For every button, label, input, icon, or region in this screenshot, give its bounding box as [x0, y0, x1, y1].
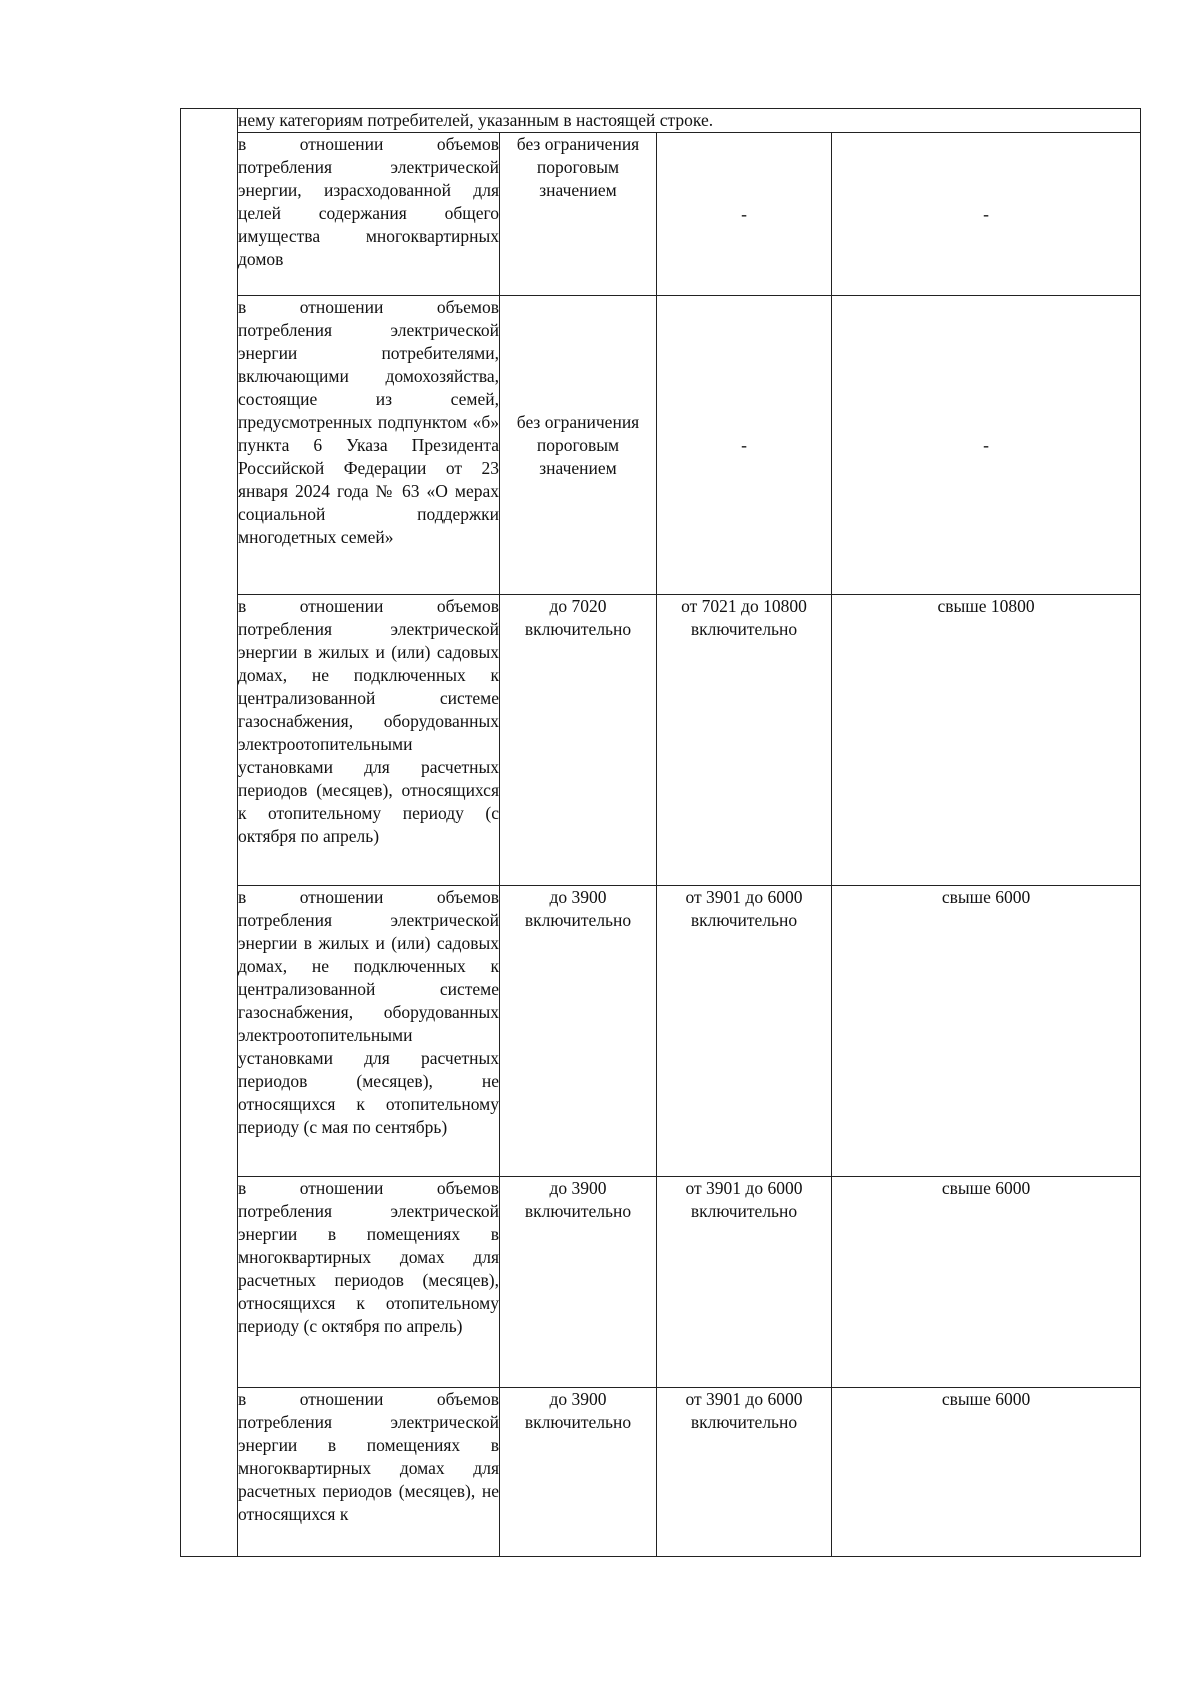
third-range-cell: свыше 6000 — [832, 1177, 1141, 1388]
table-row — [181, 1177, 1141, 1388]
second-range-cell: - — [657, 133, 832, 296]
consumption-category-cell: в отношении объемов потребления электрической энергии в помещениях в многоквартирных домах для расчетных периодов (месяцев), относящихся к отопительному периоду (с октября по апрель) — [238, 1177, 500, 1388]
first-range-cell: до 3900 включительно — [500, 1177, 657, 1388]
row-number-cell — [181, 109, 238, 1557]
tariff-table — [180, 108, 1141, 1557]
second-range-cell: от 3901 до 6000 включительно — [657, 1177, 832, 1388]
table-row — [181, 595, 1141, 886]
second-range-cell: от 3901 до 6000 включительно — [657, 1388, 832, 1557]
first-range-cell: без ограничения пороговым значением — [500, 133, 657, 296]
first-range-cell: до 7020 включительно — [500, 595, 657, 886]
third-range-cell: свыше 6000 — [832, 886, 1141, 1177]
first-range-cell: до 3900 включительно — [500, 886, 657, 1177]
first-range-cell: до 3900 включительно — [500, 1388, 657, 1557]
table-row — [181, 1388, 1141, 1557]
third-range-cell: - — [832, 133, 1141, 296]
consumption-category-cell: в отношении объемов потребления электрической энергии потребителями, включающими домохозяйства, состоящие из семей, предусмотренных подпунктом «б» пункта 6 Указа Президента Российской Федерации от 23 января 2024 года № 63 «О мерах социальной поддержки многодетных семей» — [238, 296, 500, 595]
consumption-category-cell: в отношении объемов потребления электрической энергии в жилых и (или) садовых домах, не подключенных к централизованной системе газоснабжения, оборудованных электроотопительными установками для расчетных периодов (месяцев), относящихся к отопительному периоду (с октября по апрель) — [238, 595, 500, 886]
first-range-cell: без ограничения пороговым значением — [500, 296, 657, 595]
table-row-continuation — [181, 109, 1141, 133]
table-row — [181, 296, 1141, 595]
consumption-category-cell: в отношении объемов потребления электрической энергии в помещениях в многоквартирных домах для расчетных периодов (месяцев), не относящихся к — [238, 1388, 500, 1557]
consumption-category-cell: в отношении объемов потребления электрической энергии в жилых и (или) садовых домах, не подключенных к централизованной системе газоснабжения, оборудованных электроотопительными установками для расчетных периодов (месяцев), не относящихся к отопительному периоду (с мая по сентябрь) — [238, 886, 500, 1177]
second-range-cell: от 3901 до 6000 включительно — [657, 886, 832, 1177]
table-row — [181, 886, 1141, 1177]
table-row — [181, 133, 1141, 296]
second-range-cell: - — [657, 296, 832, 595]
third-range-cell: свыше 6000 — [832, 1388, 1141, 1557]
third-range-cell: свыше 10800 — [832, 595, 1141, 886]
continuation-text: нему категориям потребителей, указанным в настоящей строке. — [238, 109, 1141, 133]
consumption-category-cell: в отношении объемов потребления электрической энергии, израсходованной для целей содержания общего имущества многоквартирных домов — [238, 133, 500, 296]
second-range-cell: от 7021 до 10800 включительно — [657, 595, 832, 886]
third-range-cell: - — [832, 296, 1141, 595]
